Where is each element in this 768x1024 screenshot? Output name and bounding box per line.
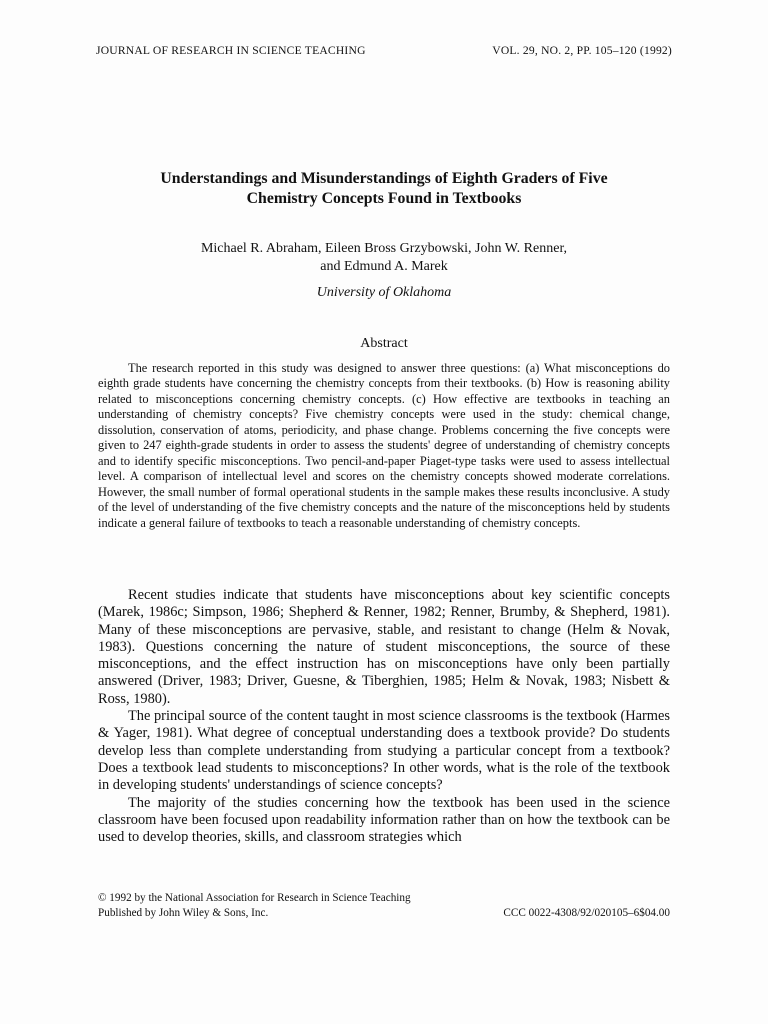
running-header <box>96 44 672 57</box>
copyright-line: © 1992 by the National Association for Research in Science Teaching <box>98 892 411 904</box>
journal-name: JOURNAL OF RESEARCH IN SCIENCE TEACHING <box>96 44 366 57</box>
body-paragraph: The majority of the studies concerning how the textbook has been used in the science classroom have been focused upon readability information rather than on how the textbook can be used to develop theories, skills, and classroom strategies which <box>98 794 670 846</box>
paper-title <box>96 169 672 209</box>
publisher-line: Published by John Wiley & Sons, Inc. <box>98 907 269 919</box>
author-list <box>96 240 672 276</box>
abstract-heading: Abstract <box>360 336 408 351</box>
ccc-code: CCC 0022-4308/92/020105–6$04.00 <box>503 907 670 919</box>
volume-info: VOL. 29, NO. 2, PP. 105–120 (1992) <box>492 44 672 57</box>
authors-line-1: Michael R. Abraham, Eileen Bross Grzybowski, John W. Renner, <box>200 241 568 256</box>
affiliation: University of Oklahoma <box>316 285 452 300</box>
copyright-footer <box>98 891 670 921</box>
authors-line-2: and Edmund A. Marek <box>320 259 448 274</box>
abstract-text: The research reported in this study was designed to answer three questions: (a) What misconceptions do eighth grade students have concerning the chemistry concepts from their textbooks. (b) How is reasoning ability related to misconceptions concerning chemistry concepts. (c) How effective are textbooks in teaching an understanding of chemistry concepts? Five chemistry concepts were used in the study: chemical change, dissolution, conservation of atoms, periodicity, and phase change. Problems concerning the five concepts were given to 247 eighth-grade students in order to assess the students' degree of understanding of chemistry concepts and to identify specific misconceptions. Two pencil-and-paper Piaget-type tasks were used to assess intellectual level. A comparison of intellectual level and scores on the chemistry concepts showed moderate correlations. However, the small number of formal operational students in the sample makes these results inconclusive. A study of the level of understanding of the five chemistry concepts and the nature of the misconceptions held by students indicate a general failure of textbooks to teach a reasonable understanding of chemistry concepts. <box>98 361 670 530</box>
title-line-1: Understandings and Misunderstandings of Eighth Graders of Five <box>160 170 608 187</box>
body-paragraph: Recent studies indicate that students have misconceptions about key scientific concepts (Marek, 1986c; Simpson, 1986; Shepherd & Renner, 1982; Renner, Brumby, & Shepherd, 1981). Many of these misconceptions are pervasive, stable, and resistant to change (Helm & Novak, 1983). Questions concerning the nature of student misconceptions, the source of these misconceptions, and the effect instruction has on misconceptions have only been partially answered (Driver, 1983; Driver, Guesne, & Tiberghien, 1985; Helm & Novak, 1983; Nisbett & Ross, 1980). <box>98 587 670 707</box>
body-text <box>98 587 670 846</box>
publisher-row <box>98 906 670 921</box>
title-line-2: Chemistry Concepts Found in Textbooks <box>246 190 522 207</box>
body-paragraph: The principal source of the content taught in most science classrooms is the textbook (Harmes & Yager, 1981). What degree of conceptual understanding does a textbook provide? Do students develop less than complete understanding from studying a particular concept from a textbook? Does a textbook lead students to misconceptions? In other words, what is the role of the textbook in developing students' understandings of science concepts? <box>98 708 670 794</box>
